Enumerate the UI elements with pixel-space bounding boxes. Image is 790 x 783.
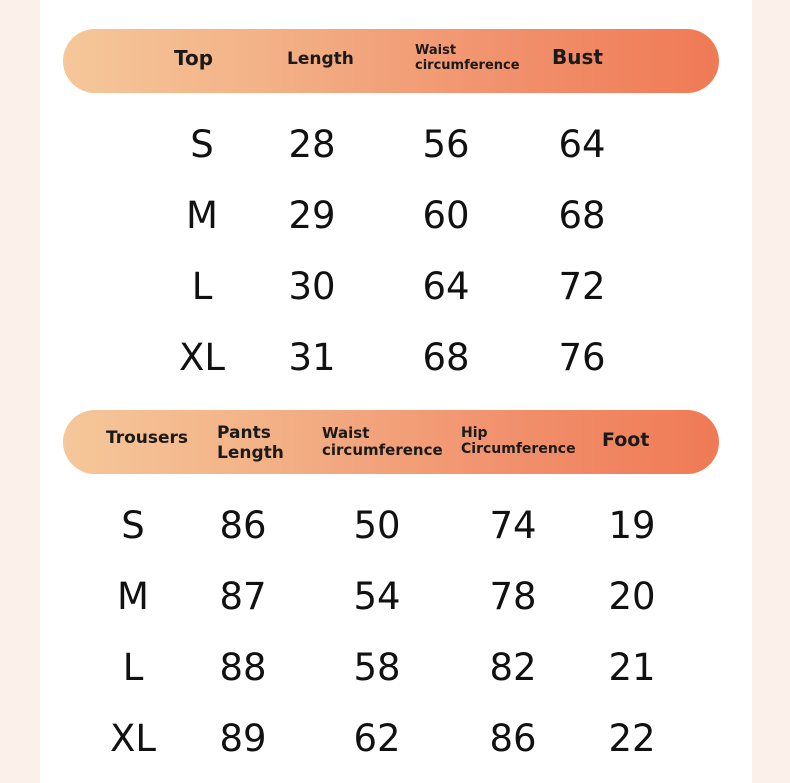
trousers-header-pants-length <box>217 424 284 463</box>
top-header-waist-line2: circumference <box>415 57 520 73</box>
trousers-table-cell: S <box>121 504 145 547</box>
top-table-cell: 64 <box>422 265 470 308</box>
trousers-table-cell: 20 <box>608 575 656 618</box>
trousers-table-cell: 88 <box>219 646 267 689</box>
trousers-table-cell: 21 <box>608 646 656 689</box>
trousers-table-cell: 82 <box>489 646 537 689</box>
trousers-header-pants-line2: Length <box>217 442 284 463</box>
trousers-table-cell: 87 <box>219 575 267 618</box>
trousers-header-waist-line2: circumference <box>322 441 443 460</box>
top-table-cell: 68 <box>558 194 606 237</box>
trousers-header-hip-line2: Circumference <box>461 441 576 458</box>
top-table-cell: 64 <box>558 123 606 166</box>
trousers-header-foot: Foot <box>602 429 650 451</box>
trousers-table-cell: 89 <box>219 717 267 760</box>
top-header-size: Top <box>174 46 214 70</box>
top-table-cell: L <box>191 265 213 308</box>
top-table-cell: 31 <box>288 336 336 379</box>
top-table-cell: 76 <box>558 336 606 379</box>
trousers-table-cell: 54 <box>353 575 401 618</box>
top-table-cell: 68 <box>422 336 470 379</box>
trousers-header-hip <box>461 425 576 457</box>
trousers-table-cell: 86 <box>219 504 267 547</box>
top-table-cell: XL <box>179 336 225 379</box>
top-header-waist <box>415 44 520 74</box>
top-table-header-bar <box>63 29 719 93</box>
trousers-header-hip-line1: Hip <box>461 425 488 441</box>
trousers-table-cell: XL <box>110 717 156 760</box>
top-table-cell: S <box>190 123 214 166</box>
top-table-cell: 56 <box>422 123 470 166</box>
top-table-cell: 28 <box>288 123 336 166</box>
trousers-table-cell: M <box>117 575 149 618</box>
trousers-table-cell: L <box>122 646 144 689</box>
top-table-cell: M <box>186 194 218 237</box>
trousers-table-cell: 58 <box>353 646 401 689</box>
top-table-cell: 29 <box>288 194 336 237</box>
trousers-table-cell: 50 <box>353 504 401 547</box>
trousers-table-cell: 86 <box>489 717 537 760</box>
top-header-waist-line1: Waist <box>415 43 457 58</box>
top-table-cell: 60 <box>422 194 470 237</box>
top-table-cell: 30 <box>288 265 336 308</box>
trousers-table-cell: 62 <box>353 717 401 760</box>
trousers-table-cell: 22 <box>608 717 656 760</box>
top-header-bust: Bust <box>552 45 603 69</box>
trousers-table-cell: 74 <box>489 504 537 547</box>
top-header-length: Length <box>287 49 354 69</box>
trousers-header-waist <box>322 425 443 460</box>
trousers-header-waist-line1: Waist <box>322 424 370 442</box>
trousers-header-size: Trousers <box>106 428 189 448</box>
trousers-table-cell: 19 <box>608 504 656 547</box>
trousers-header-pants-line1: Pants <box>217 423 271 443</box>
top-table-cell: 72 <box>558 265 606 308</box>
trousers-table-cell: 78 <box>489 575 537 618</box>
